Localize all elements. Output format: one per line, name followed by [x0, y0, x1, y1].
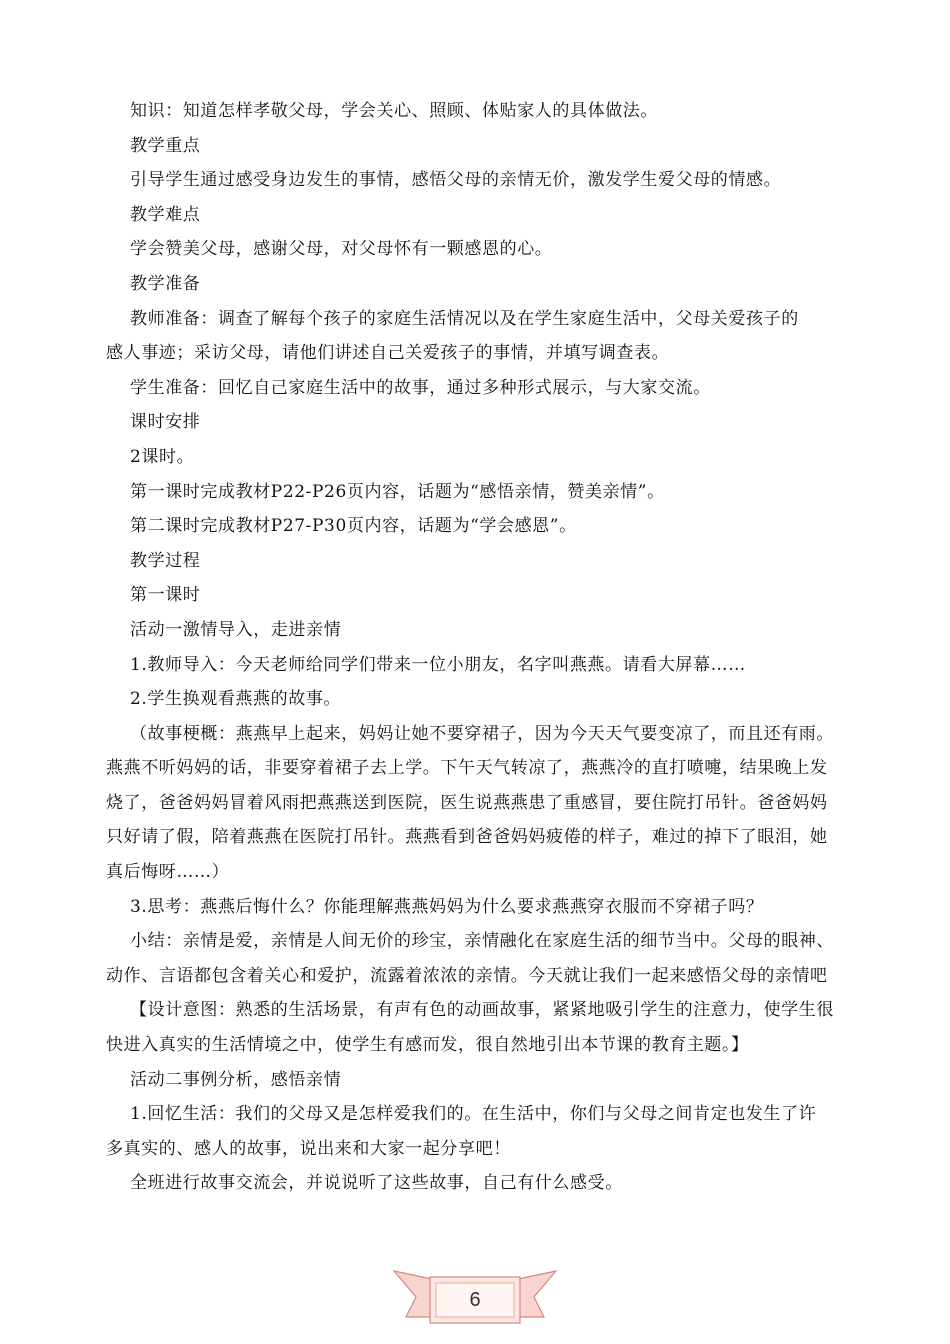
paragraph: 2课时。 — [130, 446, 195, 467]
heading-process: 教学过程 — [130, 550, 201, 571]
line-text: 【设计意图：熟悉的生活场景，有声有色的动画故事，紧紧地吸引学生的注意力，使学生很 — [130, 1000, 834, 1021]
paragraph: 全班进行故事交流会，并说说听了这些故事，自己有什么感受。 — [130, 1173, 623, 1194]
line-continuation: 快进入真实的生活情境之中，使学生有感而发，很自然地引出本节课的教育主题。】 — [106, 1035, 749, 1056]
line-text: 教师准备：调查了解每个孩子的家庭生活情况以及在学生家庭生活中，父母关爱孩子的 — [130, 308, 799, 329]
document-body — [0, 94, 950, 1201]
line-continuation: 动作、言语都包含着关心和爱护，流露着浓浓的亲情。今天就让我们一起来感悟父母的亲情吧 — [106, 965, 828, 986]
page-number: 6 — [469, 1289, 481, 1311]
paragraph-summary — [0, 924, 950, 993]
line-text: 1.回忆生活：我们的父母又是怎样爱我们的。在生活中，你们与父母之间肯定也发生了许 — [130, 1104, 817, 1125]
line-continuation: 感人事迹；采访父母，请他们讲述自己关爱孩子的事情，并填写调查表。 — [106, 343, 670, 364]
line-continuation: 只好请了假，陪着燕燕在医院打吊针。燕燕看到爸爸妈妈疲倦的样子，难过的掉下了眼泪，她 — [106, 827, 828, 848]
paragraph-story — [0, 717, 950, 890]
paragraph: 学会赞美父母，感谢父母，对父母怀有一颗感恩的心。 — [130, 239, 553, 260]
page-number-banner — [392, 1265, 558, 1333]
line-continuation: 烧了，爸爸妈妈冒着风雨把燕燕送到医院，医生说燕燕患了重感冒，要住院打吊针。爸爸妈妈 — [106, 792, 828, 813]
line-continuation: 燕燕不听妈妈的话，非要穿着裙子去上学。下午天气转凉了，燕燕冷的直打喷嚏，结果晚上发 — [106, 758, 828, 779]
line-text: （故事梗概：燕燕早上起来，妈妈让她不要穿裙子，因为今天天气要变凉了，而且还有雨。 — [130, 723, 834, 744]
line-continuation: 多真实的、感人的故事，说出来和大家一起分享吧！ — [106, 1138, 511, 1159]
paragraph: 学生准备：回忆自己家庭生活中的故事，通过多种形式展示，与大家交流。 — [130, 377, 711, 398]
heading-key-points: 教学重点 — [130, 135, 201, 156]
paragraph — [0, 302, 950, 371]
paragraph — [0, 1097, 950, 1166]
heading-activity-two: 活动二事例分析，感悟亲情 — [130, 1069, 342, 1090]
heading-schedule: 课时安排 — [130, 412, 201, 433]
paragraph: 1.教师导入：今天老师给同学们带来一位小朋友，名字叫燕燕。请看大屏幕…… — [130, 654, 746, 675]
heading-preparation: 教学准备 — [130, 273, 201, 294]
heading-difficulties: 教学难点 — [130, 204, 201, 225]
heading-activity-one: 活动一激情导入，走进亲情 — [130, 619, 342, 640]
line-continuation: 真后悔呀……） — [106, 862, 230, 883]
paragraph: 3.思考：燕燕后悔什么？你能理解燕燕妈妈为什么要求燕燕穿衣服而不穿裙子吗？ — [130, 896, 764, 917]
paragraph-design-intent — [0, 993, 950, 1062]
heading-lesson-one: 第一课时 — [130, 585, 201, 606]
paragraph: 知识：知道怎样孝敬父母，学会关心、照顾、体贴家人的具体做法。 — [130, 101, 658, 121]
paragraph: 2.学生换观看燕燕的故事。 — [130, 689, 342, 710]
paragraph: 引导学生通过感受身边发生的事情，感悟父母的亲情无价，激发学生爱父母的情感。 — [130, 170, 782, 191]
paragraph: 第二课时完成教材P27-P30页内容，话题为“学会感恩”。 — [130, 516, 577, 537]
line-text: 小结：亲情是爱，亲情是人间无价的珍宝，亲情融化在家庭生活的细节当中。父母的眼神、 — [130, 931, 834, 952]
paragraph: 第一课时完成教材P22-P26页内容，话题为“感悟亲情，赞美亲情”。 — [130, 481, 665, 502]
